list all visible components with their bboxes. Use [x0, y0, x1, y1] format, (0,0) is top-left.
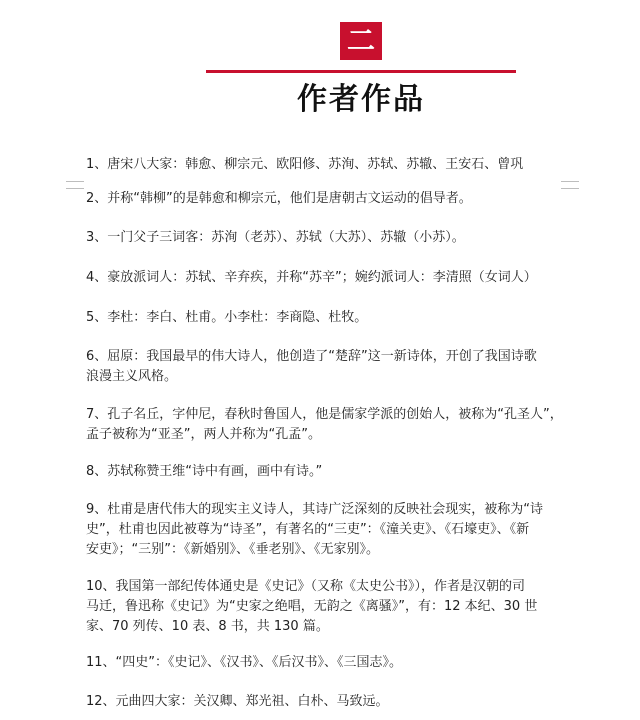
list-item-line: 孟子被称为“亚圣”，两人并称为“孔孟”。 — [86, 427, 321, 442]
list-item-line: 马迁，鲁迅称《史记》为“史家之绝唱，无韵之《离骚》”，有：12 本纪、30 世 — [86, 599, 538, 614]
list-item-line: 8、苏轼称赞王维“诗中有画，画中有诗。” — [86, 464, 323, 479]
list-item-line: 浪漫主义风格。 — [86, 369, 178, 384]
right-margin-marker — [561, 181, 579, 189]
list-item-line: 3、一门父子三词客：苏洵（老苏）、苏轼（大苏）、苏辙（小苏）。 — [86, 230, 465, 245]
list-item — [86, 405, 566, 445]
list-item-line: 史”，杜甫也因此被尊为“诗圣”，有著名的“三吏”：《潼关吏》、《石壕吏》、《新 — [86, 522, 530, 537]
list-item — [86, 500, 566, 560]
list-item-line: 安吏》；“三别”：《新婚别》、《垂老别》、《无家别》。 — [86, 542, 379, 557]
list-item-line: 6、屈原：我国最早的伟大诗人，他创造了“楚辞”这一新诗体，开创了我国诗歌 — [86, 349, 537, 364]
list-item-line: 5、李杜：李白、杜甫。小李杜：李商隐、杜牧。 — [86, 310, 368, 325]
section-number-badge: 二 — [340, 22, 382, 60]
list-item-line: 1、唐宋八大家：韩愈、柳宗元、欧阳修、苏洵、苏轼、苏辙、王安石、曾巩 — [86, 157, 524, 172]
list-item — [86, 462, 566, 482]
list-item — [86, 692, 566, 712]
list-item — [86, 189, 566, 209]
page-title: 作者作品 — [297, 82, 425, 117]
list-item-line: 11、“四史”：《史记》、《汉书》、《后汉书》、《三国志》。 — [86, 655, 403, 670]
list-item-line: 7、孔子名丘，字仲尼，春秋时鲁国人，他是儒家学派的创始人，被称为“孔圣人”， — [86, 407, 563, 422]
list-item-line: 2、并称“韩柳”的是韩愈和柳宗元，他们是唐朝古文运动的倡导者。 — [86, 191, 472, 206]
list-item — [86, 308, 566, 328]
list-item — [86, 155, 566, 175]
list-item-line: 12、元曲四大家：关汉卿、郑光祖、白朴、马致远。 — [86, 694, 389, 709]
list-item — [86, 228, 566, 248]
list-item — [86, 347, 566, 387]
list-item-line: 家、70 列传、10 表、8 书，共 130 篇。 — [86, 619, 329, 634]
list-item — [86, 653, 566, 673]
list-item-line: 10、我国第一部纪传体通史是《史记》（又称《太史公书》），作者是汉朝的司 — [86, 579, 526, 594]
list-item — [86, 268, 566, 288]
left-margin-marker — [66, 181, 84, 189]
list-item-line: 9、杜甫是唐代伟大的现实主义诗人，其诗广泛深刻的反映社会现实，被称为“诗 — [86, 502, 544, 517]
list-item-line: 4、豪放派词人：苏轼、辛弃疾，并称“苏辛”；婉约派词人：李清照（女词人） — [86, 270, 537, 285]
title-divider — [206, 70, 516, 73]
list-item — [86, 577, 566, 637]
